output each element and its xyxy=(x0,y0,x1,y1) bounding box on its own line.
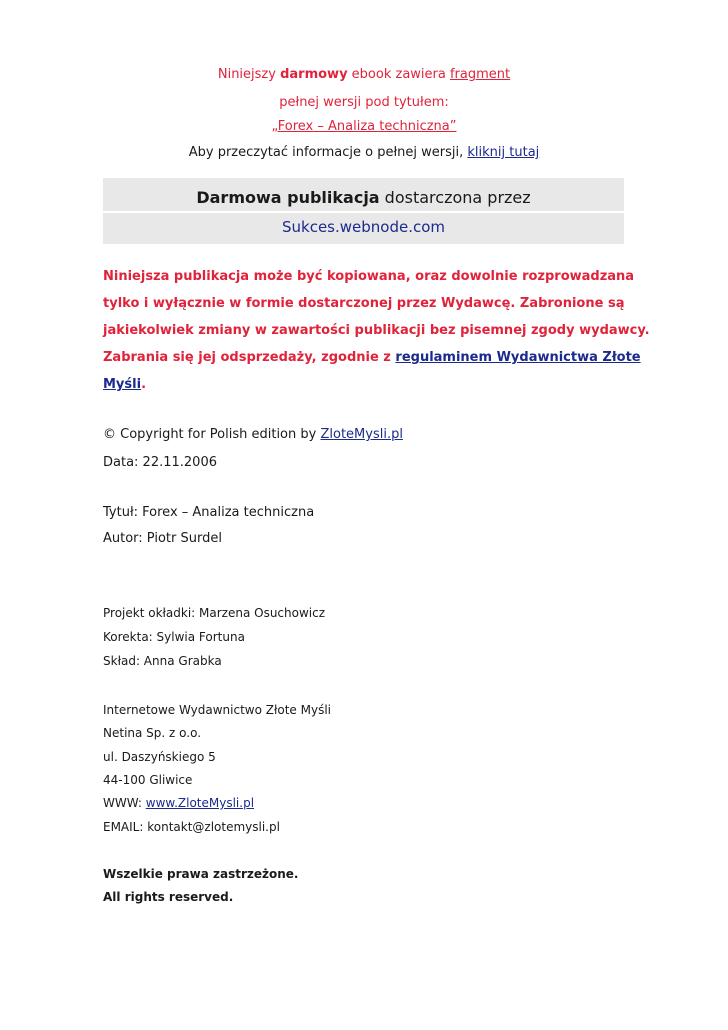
notice-text: Zabrania się jej odsprzedaży, zgodnie z xyxy=(103,350,396,365)
notice-line: Niniejsza publikacja może być kopiowana, oraz dowolnie rozprowadzana xyxy=(103,269,635,284)
fragment-link[interactable]: fragment xyxy=(449,67,511,82)
intro-line-4 xyxy=(0,145,728,160)
notice-line xyxy=(103,344,641,371)
intro-text-a: Niniejszy xyxy=(217,67,281,82)
cover-credit: Projekt okładki: Marzena Osuchowicz xyxy=(103,606,326,620)
copyright-line xyxy=(103,427,403,442)
publisher-email: EMAIL: kontakt@zlotemysli.pl xyxy=(103,820,280,834)
www-link[interactable]: www.ZloteMysli.pl xyxy=(145,796,255,810)
book-title: Tytuł: Forex – Analiza techniczna xyxy=(103,505,315,520)
publisher-name: Internetowe Wydawnictwo Złote Myśli xyxy=(103,703,332,717)
publisher-street: ul. Daszyńskiego 5 xyxy=(103,750,216,764)
proof-credit: Korekta: Sylwia Fortuna xyxy=(103,630,245,644)
book-author: Autor: Piotr Surdel xyxy=(103,531,222,546)
rights-pl: Wszelkie prawa zastrzeżone. xyxy=(103,867,299,881)
intro-more-info-text: Aby przeczytać informacje o pełnej wersji, xyxy=(188,145,468,160)
click-here-link[interactable]: kliknij tutaj xyxy=(467,145,540,160)
publisher-www xyxy=(103,796,254,810)
license-notice xyxy=(103,263,650,398)
publisher-company: Netina Sp. z o.o. xyxy=(103,726,202,740)
regulations-link[interactable]: regulaminem Wydawnictwa Złote xyxy=(395,350,641,365)
intro-free-word: darmowy xyxy=(280,67,348,82)
banner-site-link[interactable]: Sukces.webnode.com xyxy=(281,218,446,236)
date-line: Data: 22.11.2006 xyxy=(103,455,217,470)
zlotemysli-link[interactable]: ZloteMysli.pl xyxy=(320,427,403,442)
www-label: WWW: xyxy=(103,796,146,810)
intro-book-title: „Forex – Analiza techniczna” xyxy=(271,119,457,134)
regulations-link-cont[interactable]: Myśli xyxy=(103,377,142,392)
typeset-credit: Skład: Anna Grabka xyxy=(103,654,222,668)
notice-end: . xyxy=(141,377,147,392)
notice-line: jakiekolwiek zmiany w zawartości publikacji bez pisemnej zgody wydawcy. xyxy=(103,323,650,338)
intro-text-c: ebook zawiera xyxy=(347,67,450,82)
notice-line: tylko i wyłącznie w formie dostarczonej przez Wydawcę. Zabronione są xyxy=(103,296,625,311)
notice-line xyxy=(103,371,624,398)
banner-divider xyxy=(103,211,624,213)
publisher-city: 44-100 Gliwice xyxy=(103,773,193,787)
banner-rest: dostarczona przez xyxy=(379,188,531,207)
rights-en: All rights reserved. xyxy=(103,890,234,904)
copyright-text: © Copyright for Polish edition by xyxy=(103,427,321,442)
intro-line-1 xyxy=(0,67,728,82)
banner-heading xyxy=(103,188,624,207)
intro-line-2: pełnej wersji pod tytułem: xyxy=(279,95,449,110)
banner-bold: Darmowa publikacja xyxy=(196,188,380,207)
